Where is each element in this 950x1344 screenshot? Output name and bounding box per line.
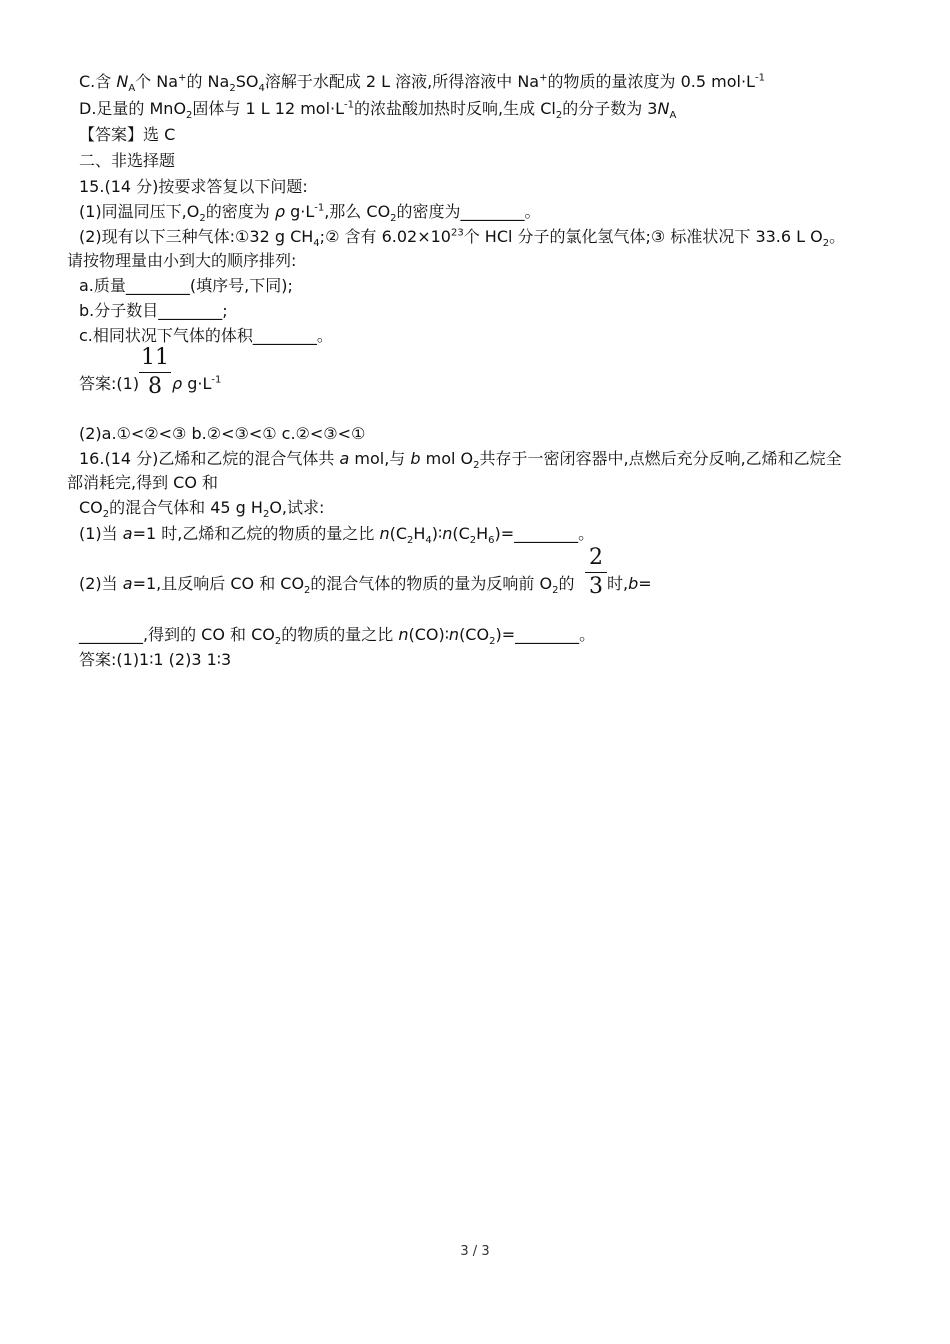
question-15-part-1: (1)同温同压下$,O_2$的密度为 ρ $g\cdot L^{-1}$,那么 $CO_2$的密度为________。: [79, 202, 541, 225]
answer-15-suffix: ρ $g\cdot L^{-1}$: [172, 374, 222, 393]
question-15-item-b: b.分子数目________;: [79, 301, 228, 320]
option-d: D.足量的 MnO$_2$固体与 1 L 12 $mol\cdot L^{-1}$的浓盐酸加热时反响,生成 $Cl_2$的分子数为 $3N_A$: [79, 99, 677, 122]
question-16-title: 16.(14 分)乙烯和乙烷的混合气体共 a mol,与 b mol $O_2$共存于一密闭容器中,点燃后充分反响,乙烯和乙烷全: [79, 449, 842, 472]
answer-16: 答案:(1)1∶1 (2)3 1∶3: [79, 650, 232, 669]
fraction-bar: [139, 372, 171, 373]
answer-15-prefix: 答案:(1): [79, 374, 140, 393]
option-c: C.含 $N_A$个 Na+的 $Na_2SO_4$溶解于水配成 2 L 溶液,所得溶液中 Na+的物质的量浓度为 0.5 $mol\cdot L^{-1}$: [79, 72, 765, 95]
fraction-11-over-8: [139, 346, 171, 399]
fraction-2-over-3: [585, 546, 607, 599]
question-15-item-a: a.质量________(填序号,下同);: [79, 276, 293, 295]
fraction-numerator: 2: [589, 545, 603, 570]
fraction-denominator: 3: [589, 574, 603, 599]
question-15-title: 15.(14 分)按要求答复以下问题:: [79, 177, 308, 196]
section-title: 二、非选择题: [79, 151, 176, 170]
question-16-continuation-1: 部消耗完,得到 CO 和: [67, 473, 219, 492]
page-number: 3 / 3: [460, 1244, 490, 1259]
question-16-part-2-continuation: ________,得到的 CO 和 $CO_2$的物质的量之比 $n(CO)∶n(CO_2)=\_\_\_\_\_\_\_\_$。: [79, 625, 596, 648]
question-16-continuation-2: $CO_2$的混合气体和 45 g $H_2O$,试求:: [79, 498, 325, 521]
question-16-part-2: (2)当 a=1,且反响后 CO 和 $CO_2$的混合气体的物质的量为反响前 $O_2$的: [79, 574, 575, 597]
answer-choice: 【答案】选 C: [79, 125, 176, 144]
answer-15-part-2: (2)a.①<②<③ b.②<③<① c.②<③<①: [79, 424, 366, 443]
question-15-part-2: (2)现有以下三种气体:①32 g $CH_4;②$ 含有 $6.02\times 10^{23}$个 HCl 分子的氯化氢气体;③ 标准状况下 33.6 L $O_2$。: [79, 227, 846, 250]
question-16-part-1: (1)当 a=1 时,乙烯和乙烷的物质的量之比 $n(C_2H_4)∶n(C_2H_6)=\_\_\_\_\_\_\_\_$。: [79, 524, 595, 547]
fraction-numerator: 11: [141, 345, 169, 370]
question-16-part-2-suffix: 时,b=: [607, 574, 652, 593]
fraction-bar: [585, 572, 607, 573]
fraction-denominator: 8: [148, 374, 162, 399]
question-15-instruction: 请按物理量由小到大的顺序排列:: [67, 251, 297, 270]
question-15-item-c: c.相同状况下气体的体积________。: [79, 326, 333, 345]
